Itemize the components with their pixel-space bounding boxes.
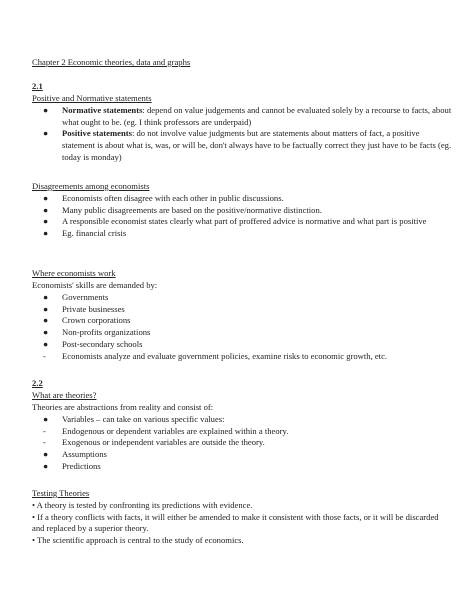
positive-normative-list: [32, 105, 452, 164]
dash-marker: -: [43, 350, 46, 361]
list-item-text: Post-secondary schools: [62, 338, 143, 349]
where-work-intro: Economists' skills are demanded by:: [32, 280, 158, 290]
list-item-text: Endogenous or dependent variables are explained within a theory.: [62, 425, 289, 436]
list-item: [32, 193, 452, 205]
section-heading-disagreements: Disagreements among economists: [32, 181, 150, 191]
list-item: [32, 449, 452, 461]
bullet-marker: ●: [43, 193, 49, 203]
list-item-text: Economists often disagree with each other in public discussions.: [62, 193, 284, 203]
term-positive: Positive statements: [62, 128, 132, 139]
bullet-marker: ●: [43, 414, 49, 424]
where-work-list: [32, 292, 452, 362]
list-item-text: Variables – can take on various specific values:: [62, 414, 225, 424]
bullet-marker: ●: [43, 315, 49, 326]
testing-line: • The scientific approach is central to the study of economics.: [32, 535, 244, 546]
list-item: [32, 228, 452, 240]
list-item-text: Assumptions: [62, 449, 107, 460]
list-item-text: Non-profits organizations: [62, 327, 151, 338]
list-item: [32, 351, 452, 363]
list-item-text: Private businesses: [62, 303, 125, 314]
theories-intro: Theories are abstractions from reality and consist of:: [32, 402, 214, 412]
section-number-2-2: 2.2: [32, 378, 43, 388]
list-item: [32, 461, 452, 473]
bullet-marker: ●: [43, 128, 49, 139]
bullet-marker: ●: [43, 449, 49, 460]
page-title: Chapter 2 Economic theories, data and graphs: [32, 57, 191, 67]
list-item: [32, 304, 452, 316]
bullet-marker: ●: [43, 292, 49, 302]
bullet-marker: ●: [43, 327, 49, 338]
list-item: [32, 327, 452, 339]
section-number-2-1: 2.1: [32, 81, 43, 91]
term-definition: : depend on value judgements and cannot be evaluated solely by a recourse to facts, about what ought to be. (eg. I think professors are underpaid): [62, 105, 452, 127]
list-item: [32, 292, 452, 304]
list-item: [32, 339, 452, 351]
list-item-text: Eg. financial crisis: [62, 228, 127, 239]
disagreements-list: [32, 193, 452, 240]
section-heading-positive-normative: Positive and Normative statements: [32, 93, 152, 103]
list-item: [32, 315, 452, 327]
testing-line: • If a theory conflicts with facts, it will either be amended to make it consistent with those facts, or it will be discarded and replaced by a superior theory.: [32, 511, 439, 534]
section-heading-where-work: Where economists work: [32, 268, 116, 278]
list-item-text: Exogenous or independent variables are outside the theory.: [62, 437, 265, 448]
section-heading-theories: What are theories?: [32, 390, 97, 400]
list-item: [32, 128, 452, 163]
term-definition: : do not involve value judgments but are statements about matters of fact, a positive statement is about what is, was, or will be, don't always have to be factually correct they just have to be facts (eg. today is monday): [62, 128, 452, 162]
section-heading-testing: Testing Theories: [32, 488, 90, 498]
list-item: [32, 105, 452, 128]
list-item: [32, 205, 452, 217]
list-item-text: Governments: [62, 292, 109, 302]
theories-list: [32, 414, 452, 473]
bullet-marker: ●: [43, 303, 49, 314]
list-item: [32, 437, 452, 449]
list-item-text: A responsible economist states clearly what part of proffered advice is normative and what part is positive: [62, 216, 427, 227]
testing-line: • A theory is tested by confronting its predictions with evidence.: [32, 500, 253, 510]
list-item-text: Many public disagreements are based on the positive/normative distinction.: [62, 204, 322, 215]
dash-marker: -: [43, 425, 46, 436]
list-item-text: Economists analyze and evaluate government policies, examine risks to economic growth, etc.: [62, 350, 388, 361]
list-item-text: Predictions: [62, 460, 101, 471]
term-normative: Normative statements: [62, 105, 143, 115]
list-item-text: Crown corporations: [62, 315, 131, 326]
bullet-marker: ●: [43, 338, 49, 349]
list-item: [32, 426, 452, 438]
bullet-marker: ●: [43, 204, 49, 215]
bullet-marker: ●: [43, 228, 49, 239]
list-item: [32, 216, 452, 228]
bullet-marker: ●: [43, 105, 49, 115]
testing-body: [32, 500, 452, 547]
list-item: [32, 414, 452, 426]
bullet-marker: ●: [43, 216, 49, 227]
dash-marker: -: [43, 437, 46, 448]
bullet-marker: ●: [43, 460, 49, 471]
